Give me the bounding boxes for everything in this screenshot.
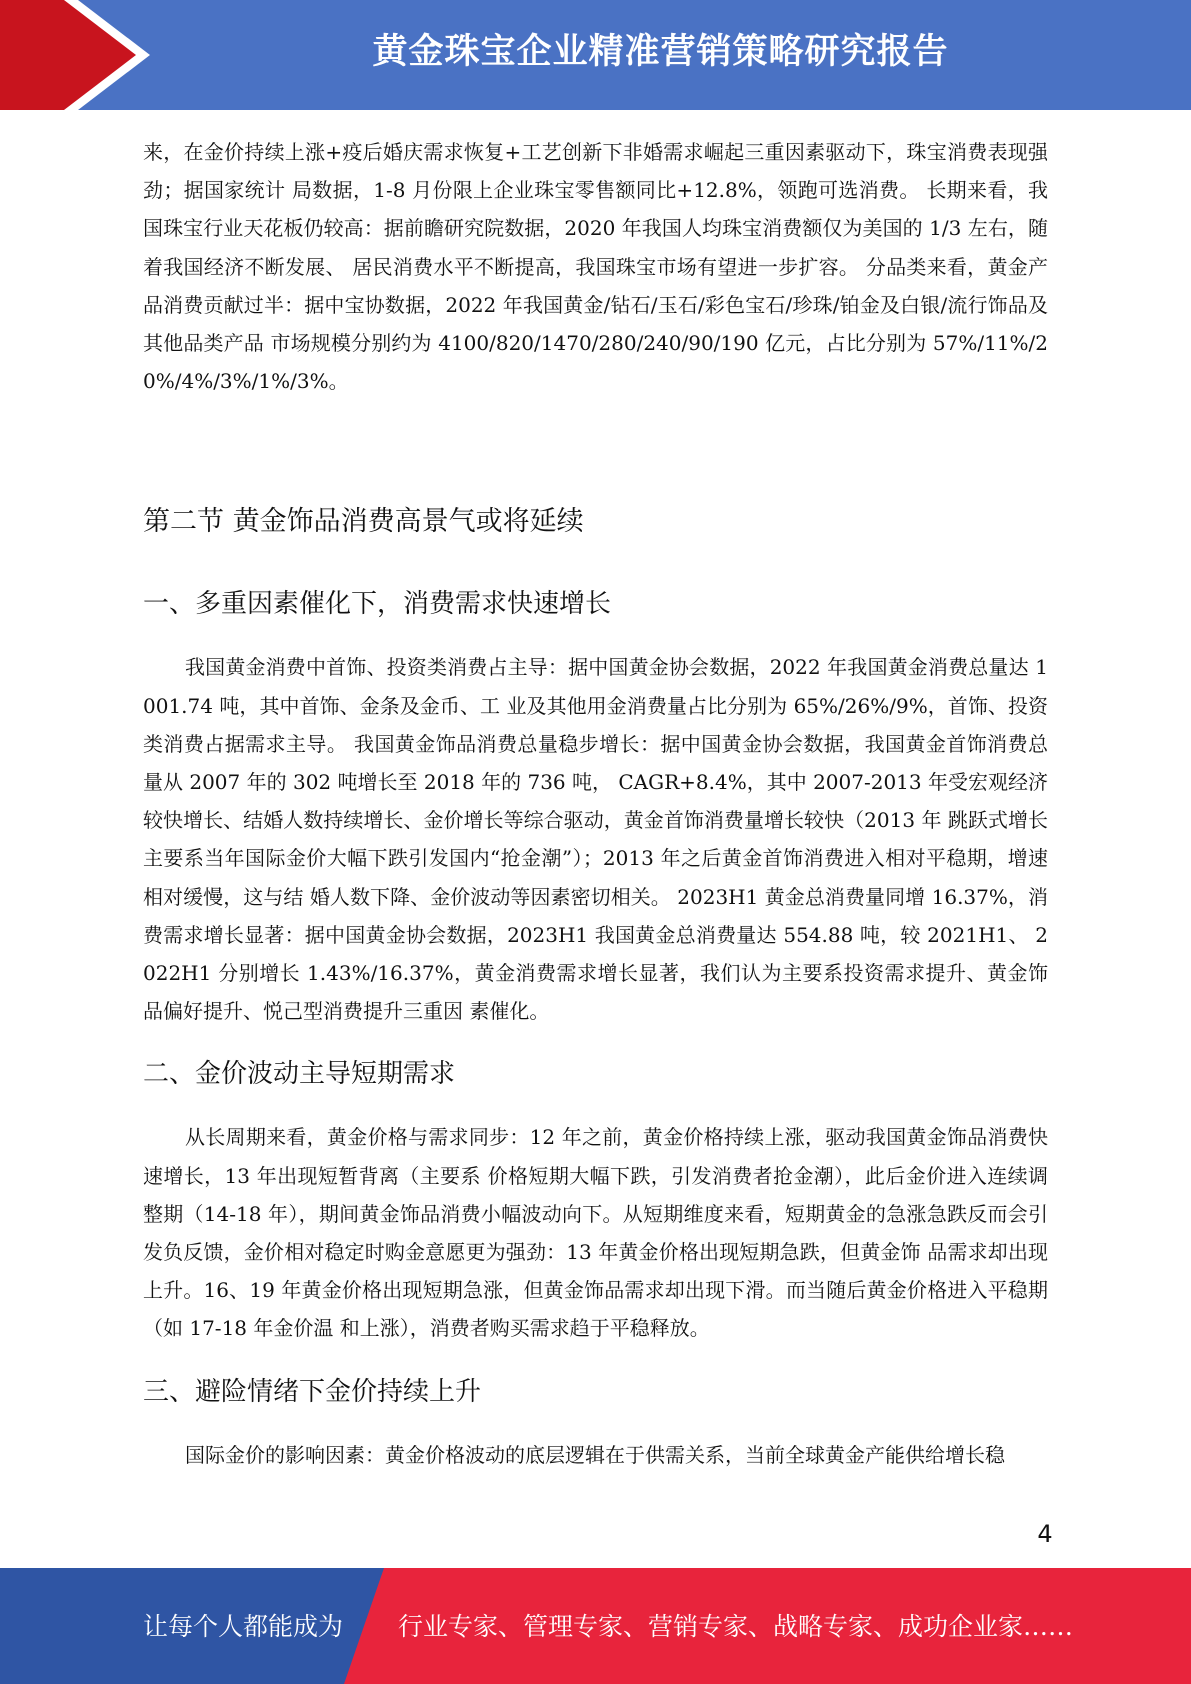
page-number: 4 bbox=[1037, 1520, 1053, 1548]
subsection-paragraph-2: 从长周期来看，黄金价格与需求同步：12 年之前，黄金价格持续上涨，驱动我国黄金饰品消费快速增长，13 年出现短暂背离（主要系 价格短期大幅下跌，引发消费者抢金潮），此后金价进入连续调整期（14-18 年），期间黄金饰品消费小幅波动向下。从短期维度来看，短期黄金的急涨急跌反而会引发负反馈，金价相对稳定时购金意愿更为强劲：13 年黄金价格出现短期急跌，但黄金饰 品需求却出现上升。16、19 年黄金价格出现短期急涨，但黄金饰品需求却出现下滑。而当随后黄金价格进入平稳期（如 17-18 年金价温 和上涨），消费者购买需求趋于平稳释放。 bbox=[143, 1125, 1048, 1341]
footer-banner bbox=[0, 1568, 1191, 1684]
page-content bbox=[143, 133, 1048, 1474]
subsection-heading-3: 三、避险情绪下金价持续上升 bbox=[143, 1376, 482, 1407]
header-banner bbox=[0, 0, 1191, 110]
subsection-heading-1: 一、多重因素催化下，消费需求快速增长 bbox=[143, 589, 612, 620]
subsection-paragraph-3: 国际金价的影响因素：黄金价格波动的底层逻辑在于供需关系，当前全球黄金产能供给增长稳 bbox=[185, 1442, 1005, 1467]
intro-paragraph: 来，在金价持续上涨+疫后婚庆需求恢复+工艺创新下非婚需求崛起三重因素驱动下，珠宝消费表现强劲；据国家统计 局数据，1-8 月份限上企业珠宝零售额同比+12.8%，领跑可选消费。 长期来看，我国珠宝行业天花板仍较高：据前瞻研究院数据，2020 年我国人均珠宝消费额仅为美国的 1/3 左右，随着我国经济不断发展、 居民消费水平不断提高，我国珠宝市场有望进一步扩容。 分品类来看，黄金产品消费贡献过半：据中宝协数据，2022 年我国黄金/钻石/玉石/彩色宝石/珍珠/铂金及白银/流行饰品及其他品类产品 市场规模分别约为 4100/820/1470/280/240/90/190 亿元，占比分别为 57%/11%/20%/4%/3%/1%/3%。 bbox=[143, 140, 1048, 394]
report-title: 黄金珠宝企业精准营销策略研究报告 bbox=[372, 32, 949, 72]
subsection-paragraph-1: 我国黄金消费中首饰、投资类消费占主导：据中国黄金协会数据，2022 年我国黄金消费总量达 1001.74 吨，其中首饰、金条及金币、工 业及其他用金消费量占比分别为 65%/26%/9%，首饰、投资类消费占据需求主导。 我国黄金饰品消费总量稳步增长：据中国黄金协会数据，我国黄金首饰消费总量从 2007 年的 302 吨增长至 2018 年的 736 吨， CAGR+8.4%，其中 2007-2013 年受宏观经济较快增长、结婚人数持续增长、金价增长等综合驱动，黄金首饰消费量增长较快（2013 年 跳跃式增长主要系当年国际金价大幅下跌引发国内“抢金潮”）；2013 年之后黄金首饰消费进入相对平稳期，增速相对缓慢，这与结 婚人数下降、金价波动等因素密切相关。 2023H1 黄金总消费量同增 16.37%，消费需求增长显著：据中国黄金协会数据，2023H1 我国黄金总消费量达 554.88 吨，较 2021H1、 2022H1 分别增长 1.43%/16.37%，黄金消费需求增长显著，我们认为主要系投资需求提升、黄金饰品偏好提升、悦己型消费提升三重因 素催化。 bbox=[143, 655, 1048, 1024]
footer-slogan-left: 让每个人都能成为 bbox=[143, 1612, 344, 1641]
subsection-heading-2: 二、金价波动主导短期需求 bbox=[143, 1059, 456, 1090]
section-heading: 第二节 黄金饰品消费高景气或将延续 bbox=[143, 506, 584, 538]
footer-slogan-right: 行业专家、管理专家、营销专家、战略专家、成功企业家…… bbox=[398, 1612, 1074, 1641]
